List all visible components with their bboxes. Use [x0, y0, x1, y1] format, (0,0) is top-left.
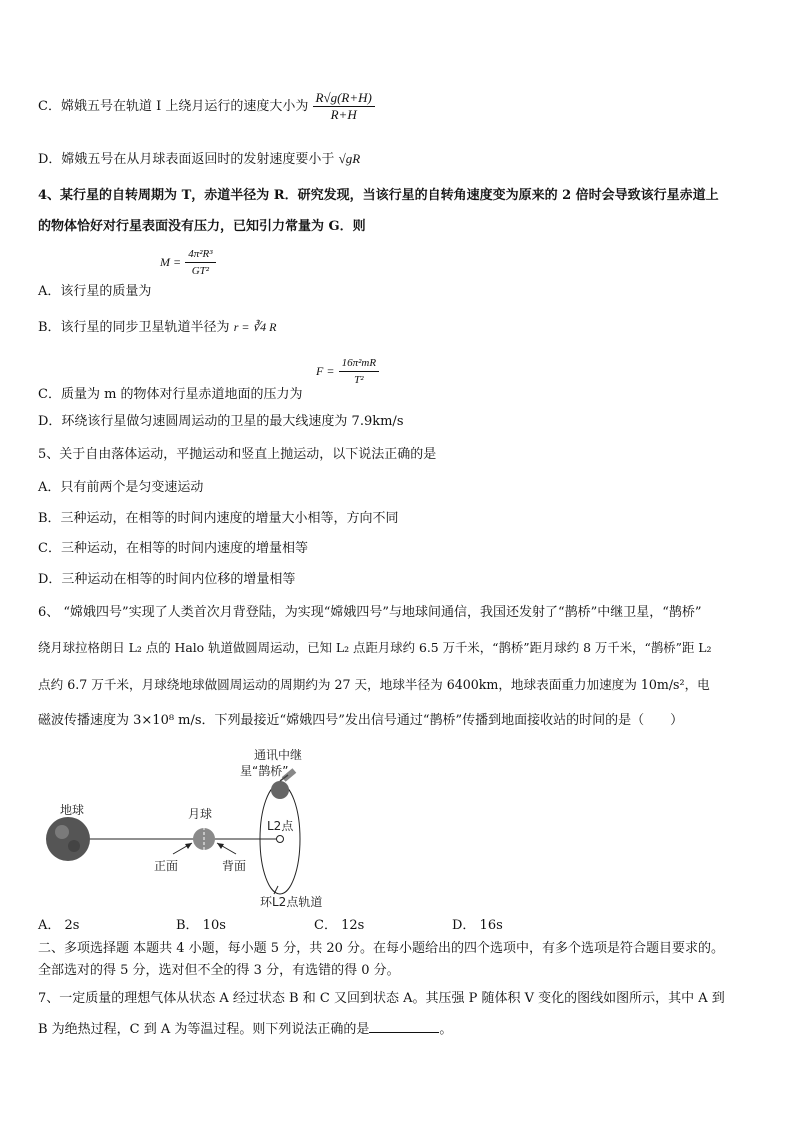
- q4-option-c-formula: F = $\frac{\text{16π²mR}}{\text{T²}}$: [316, 355, 379, 388]
- q3-option-c-formula: $\frac{R√g(R+H)}{R+H}$: [313, 90, 375, 123]
- q3-option-c: [38, 90, 375, 123]
- q4-stem-line1: 4、某行星的自转周期为 T，赤道半径为 R．研究发现，当该行星的自转角速度变为原来的 2 倍时会导致该行星赤道上: [38, 188, 719, 203]
- l2-label: L2点: [267, 819, 294, 833]
- q4-option-b: B．该行星的同步卫星轨道半径为 r = ∛4 R: [38, 320, 277, 335]
- q6-stem-line3: 点约 6.7 万千米，月球绕地球做圆周运动的周期约为 27 天，地球半径为 6400km，地球表面重力加速度为 10m/s²，电: [38, 677, 710, 692]
- q3-option-d-formula: √gR: [338, 151, 361, 166]
- orbit-label: 环L2点轨道: [260, 895, 323, 909]
- q6-stem-line2: 绕月球拉格朗日 L₂ 点的 Halo 轨道做圆周运动，已知 L₂ 点距月球约 6.5 万千米，“鹊桥”距月球约 8 万千米，“鹊桥”距 L₂: [38, 640, 712, 655]
- l2-point: [277, 836, 284, 843]
- q5-option-a: A．只有前两个是匀变速运动: [38, 480, 204, 495]
- q5-option-c: C．三种运动，在相等的时间内速度的增量相等: [38, 541, 308, 556]
- relay-label-line2: 星“鹊桥”: [240, 764, 289, 778]
- q6-stem-line4: 磁波传播速度为 3×10⁸ m/s．下列最接近“嫦娥四号”发出信号通过“鹊桥”传播到地面接收站的时间的是（ ）: [38, 713, 684, 728]
- q4-stem-line2: 的物体恰好对行星表面没有压力，已知引力常量为 G．则: [38, 219, 366, 234]
- q3-option-d-text: D．嫦娥五号在从月球表面返回时的发射速度要小于: [38, 152, 335, 167]
- q3-option-c-text: C．嫦娥五号在轨道 I 上绕月运行的速度大小为: [38, 99, 309, 114]
- q6-stem-line1: 6、 “嫦娥四号”实现了人类首次月背登陆，为实现“嫦娥四号”与地球间通信，我国还发射了“鹊桥”中继卫星，“鹊桥”: [38, 605, 702, 620]
- moon-label: 月球: [188, 807, 213, 821]
- q7-stem-line1: 7、一定质量的理想气体从状态 A 经过状态 B 和 C 又回到状态 A。其压强 P 随体积 V 变化的图线如图所示，其中 A 到: [38, 991, 725, 1006]
- q4-option-d: D．环绕该行星做匀速圆周运动的卫星的最大线速度为 7.9km/s: [38, 414, 404, 429]
- front-side-label: 正面: [154, 859, 179, 873]
- relay-label-line1: 通讯中继: [254, 748, 303, 762]
- q6-option-b: B． 10s: [176, 918, 226, 933]
- back-side-label: 背面: [222, 859, 247, 873]
- q6-option-c: C． 12s: [314, 918, 365, 933]
- earth-icon: [46, 817, 90, 861]
- q4-option-c: C．质量为 m 的物体对行星赤道地面的压力为: [38, 387, 303, 402]
- earth-label: 地球: [60, 803, 85, 817]
- q7-answer-blank[interactable]: [369, 1020, 439, 1033]
- q4-option-a: A．该行星的质量为: [38, 284, 152, 299]
- q4-option-a-formula: M = $\frac{\text{4π²R³}}{\text{GT²}}$: [160, 246, 216, 279]
- section2-heading-line1: 二、多项选择题 本题共 4 小题，每小题 5 分，共 20 分。在每小题给出的四个选项中，有多个选项是符合题目要求的。: [38, 941, 725, 956]
- section2-heading-line2: 全部选对的得 5 分，选对但不全的得 3 分，有选错的得 0 分。: [38, 963, 400, 978]
- q4-option-b-formula: r = ∛4 R: [233, 320, 277, 334]
- q6-option-a: A． 2s: [38, 918, 80, 933]
- q6-figure: [38, 742, 368, 912]
- q6-option-d: D． 16s: [452, 918, 503, 933]
- q7-stem-line2: B 为绝热过程，C 到 A 为等温过程。则下列说法正确的是 。: [38, 1022, 453, 1037]
- q3-option-d: [38, 150, 360, 169]
- q5-option-b: B．三种运动，在相等的时间内速度的增量大小相等，方向不同: [38, 511, 399, 526]
- q5-option-d: D．三种运动在相等的时间内位移的增量相等: [38, 572, 296, 587]
- q5-stem: 5、关于自由落体运动，平抛运动和竖直上抛运动，以下说法正确的是: [38, 447, 437, 462]
